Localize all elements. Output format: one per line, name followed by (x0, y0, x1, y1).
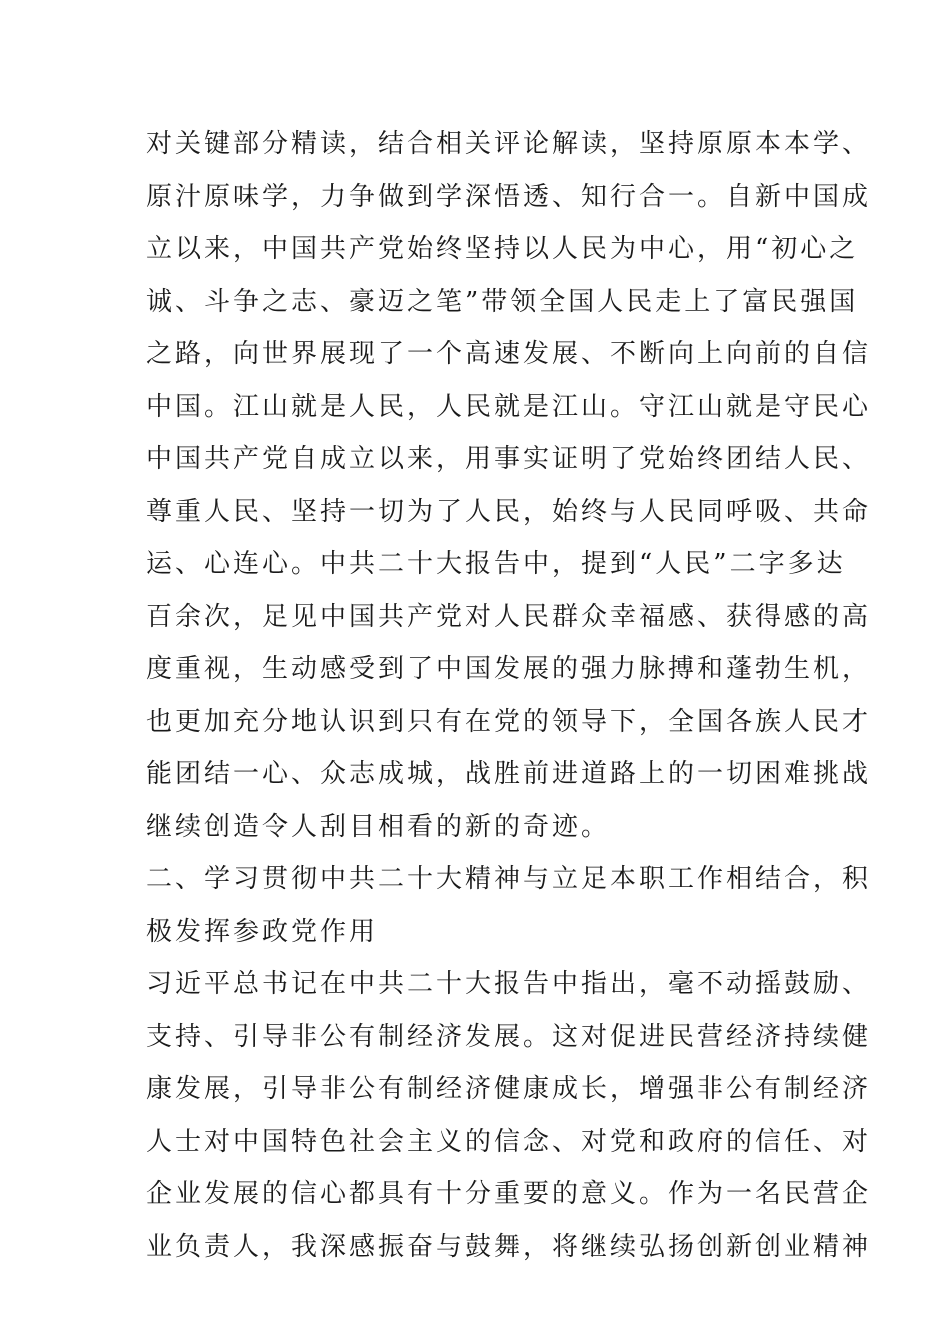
body-text (146, 118, 872, 1273)
text-line: 康发展，引导非公有制经济健康成长，增强非公有制经济 (146, 1074, 872, 1104)
text-line: 中国共产党自成立以来，用事实证明了党始终团结人民、 (146, 444, 872, 474)
text-line: 习近平总书记在中共二十大报告中指出，毫不动摇鼓励、 (146, 969, 872, 999)
text-line: 尊重人民、坚持一切为了人民，始终与人民同呼吸、共命 (146, 496, 872, 527)
section-heading-line: 极发挥参政党作用 (146, 916, 379, 947)
text-line: 诚、斗争之志、豪迈之笔”带领全国人民走上了富民强国 (146, 286, 859, 317)
text-line: 中国。江山就是人民，人民就是江山。守江山就是守民心 (146, 391, 872, 422)
text-line: 业负责人，我深感振奋与鼓舞，将继续弘扬创新创业精神 (146, 1231, 872, 1262)
text-line: 人士对中国特色社会主义的信念、对党和政府的信任、对 (146, 1126, 872, 1157)
text-line: 继续创造令人刮目相看的新的奇迹。 (146, 811, 611, 842)
text-line: 度重视，生动感受到了中国发展的强力脉搏和蓬勃生机， (146, 654, 872, 684)
text-line: 支持、引导非公有制经济发展。这对促进民营经济持续健 (146, 1021, 872, 1052)
text-line: 百余次，足见中国共产党对人民群众幸福感、获得感的高 (146, 601, 872, 632)
text-line: 也更加充分地认识到只有在党的领导下，全国各族人民才 (146, 706, 872, 737)
text-line: 原汁原味学，力争做到学深悟透、知行合一。自新中国成 (146, 181, 872, 212)
text-line: 能团结一心、众志成城，战胜前进道路上的一切困难挑战 (146, 759, 872, 789)
text-line: 运、心连心。中共二十大报告中，提到“人民”二字多达 (146, 549, 846, 579)
text-line: 企业发展的信心都具有十分重要的意义。作为一名民营企 (146, 1179, 872, 1209)
text-line: 之路，向世界展现了一个高速发展、不断向上向前的自信 (146, 339, 872, 369)
text-line: 立以来，中国共产党始终坚持以人民为中心，用“初心之 (146, 234, 859, 264)
section-heading-line: 二、学习贯彻中共二十大精神与立足本职工作相结合，积 (146, 864, 872, 894)
text-line: 对关键部分精读，结合相关评论解读，坚持原原本本学、 (146, 129, 872, 159)
